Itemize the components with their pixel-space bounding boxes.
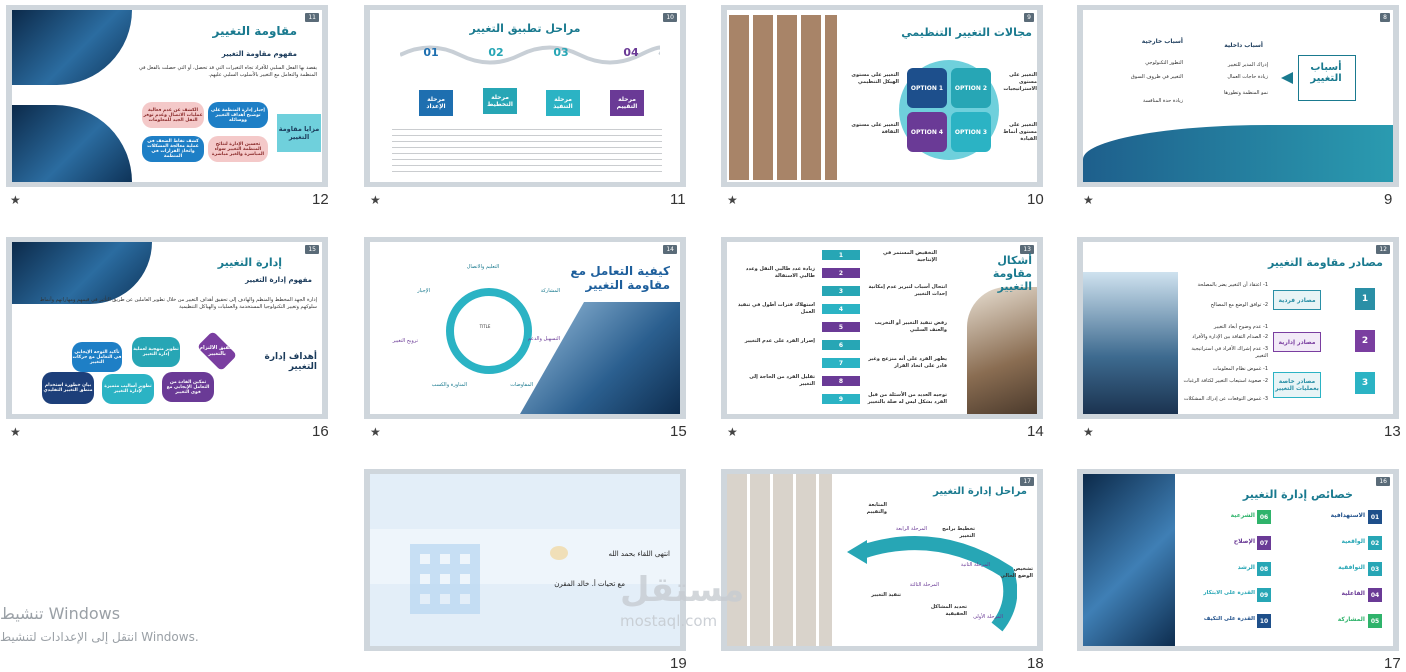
option-3-box: OPTION 3 [951, 112, 991, 152]
strategy-ring [446, 288, 532, 374]
slide-title: مصادر مقاومة التغيير [1267, 256, 1383, 269]
windows-activation-subtitle: انتقل إلى الإعدادات لتنشيط Windows. [0, 630, 199, 644]
star-icon[interactable]: ★ [370, 425, 381, 439]
office-photo [729, 15, 837, 180]
feature-number: 05 [1368, 614, 1382, 628]
closing-line: انتهى اللقاء بحمد الله [608, 550, 670, 558]
form-item: رفض تنفيذ التغيير أو التخريب والعنف السلبي [874, 320, 947, 333]
internal-item: إدراك المدير للتغيير [1227, 62, 1268, 68]
ring-label: التعليم والاتصال [466, 264, 500, 270]
windows-activation-title: تنشيط Windows [0, 604, 121, 623]
ring-label: المشاركة [540, 288, 560, 294]
slide-badge: 16 [1376, 477, 1390, 486]
form-number: 3 [822, 286, 860, 296]
slide-badge: 10 [663, 13, 677, 22]
external-item: زيادة حدة المنافسة [1142, 98, 1183, 104]
feature-label: التوافقية [1338, 564, 1365, 571]
slide-badge: 15 [305, 245, 319, 254]
handshake-photo [520, 302, 680, 414]
stage-label: المرحلة الثانية [960, 562, 990, 568]
star-icon[interactable]: ★ [370, 193, 381, 207]
ring-label: ترويج التغيير [392, 338, 418, 344]
goals-title: أهداف إدارة التغيير [264, 352, 317, 372]
internal-item: زيادة حاجات العمال [1227, 74, 1268, 80]
ring-label: الإجبار [417, 288, 430, 294]
feature-label: الشرعية [1230, 512, 1255, 519]
slide-number: 19 [670, 655, 687, 672]
slide-subtitle: مفهوم إدارة التغيير [245, 276, 312, 284]
internal-item: نمو المنظمة وتطورها [1223, 90, 1268, 96]
center-hex: مزايا مقاومة التغيير [277, 114, 321, 152]
slide-number: 14 [1027, 423, 1044, 440]
form-number: 6 [822, 340, 860, 350]
slide-title: مجالات التغيير التنظيمي [901, 26, 1032, 39]
domain-label: التغيير على مستوى الثقافة [851, 122, 899, 135]
slide-title: مراحل تطبيق التغيير [469, 22, 581, 35]
slide-title: إدارة التغيير [217, 256, 282, 269]
slide-number: 18 [1027, 655, 1044, 672]
feature-number: 06 [1257, 510, 1271, 524]
domain-label: التغيير على مستوى أنماط القيادة [1003, 122, 1037, 142]
slide-badge: 17 [1020, 477, 1034, 486]
slide-title: مقاومة التغيير [212, 24, 297, 38]
ring-label: التسهيل والدعم [527, 336, 560, 342]
slide-number: 13 [1384, 423, 1401, 440]
source-label: مصادر خاصة بعمليات التغيير [1273, 372, 1321, 398]
business-people-photo [1083, 272, 1178, 414]
feature-number: 01 [1368, 510, 1382, 524]
slide-number: 16 [312, 423, 329, 440]
slide-thumbnail-11[interactable] [364, 5, 686, 187]
source-line: 3- غموض التوقعات عن إدراك المشكلات [1183, 396, 1268, 402]
goal-label: تحقيق الالتزام بالتغيير [199, 345, 235, 357]
mostaql-logo: مستقل [620, 570, 745, 610]
bird-icon [550, 546, 568, 560]
goal-label: تطوير أساليب متميزة لإدارة التغيير [102, 374, 154, 404]
feature-number: 10 [1257, 614, 1271, 628]
form-item: استهلاك فترات أطول في تنفيذ العمل [737, 302, 815, 315]
goal-label: تأكيد التوجه الإيجابي في التعامل مع حركات التغيير [72, 342, 122, 372]
people-network-photo [12, 105, 132, 182]
feature-label: الفاعلية [1341, 590, 1365, 597]
step-details-text [392, 124, 662, 174]
slide-badge: 13 [1020, 245, 1034, 254]
source-number: 2 [1355, 330, 1375, 352]
slide-title: خصائص إدارة التغيير [1242, 488, 1353, 501]
form-number: 1 [822, 250, 860, 260]
slide-thumbnail-12[interactable] [6, 5, 328, 187]
slide-thumbnail-16[interactable] [6, 237, 328, 419]
slide-title: أسباب التغيير [1310, 62, 1342, 84]
stage-label: تحديد المشاكل الحقيقية [930, 604, 967, 617]
slide-number: 10 [1027, 191, 1044, 208]
goal-label: تطوير منهجية لعملية إدارة التغيير [132, 337, 180, 367]
domain-label: التغيير على مستوى الهيكل التنظيمي [851, 72, 899, 85]
ring-label: المفاوضات [510, 382, 533, 388]
slide-badge: 8 [1380, 13, 1390, 22]
star-icon[interactable]: ★ [727, 193, 738, 207]
goal-label: تمكين القادة من التعامل الإيجابي مع قوى التغيير [162, 372, 214, 402]
feature-label: القدرة على الابتكار [1203, 590, 1255, 596]
source-number: 1 [1355, 288, 1375, 310]
step-number: 01 [423, 46, 439, 59]
feature-number: 04 [1368, 588, 1382, 602]
feature-label: الرشد [1237, 564, 1255, 571]
fists-photo [967, 287, 1037, 414]
feature-number: 09 [1257, 588, 1271, 602]
slide-number: 15 [670, 423, 687, 440]
external-heading: أسباب خارجية [1141, 38, 1183, 45]
stage-label: المرحلة الأولى [973, 614, 1003, 620]
decorative-wave [1083, 125, 1393, 182]
slide-number: 11 [670, 191, 686, 208]
mostaql-url: mostaql.com [620, 612, 718, 630]
step-number: 04 [623, 46, 639, 59]
source-number: 3 [1355, 372, 1375, 394]
form-number: 4 [822, 304, 860, 314]
source-line: 1- اعتقاد أن التغيير يضر بالمصلحة [1197, 282, 1268, 288]
slide-thumbnail-13[interactable] [1077, 237, 1399, 419]
option-2-box: OPTION 2 [951, 68, 991, 108]
feature-number: 03 [1368, 562, 1382, 576]
arrow-left-icon [1281, 72, 1293, 84]
slide-badge: 12 [1376, 245, 1390, 254]
internal-heading: أسباب داخلية [1224, 42, 1263, 49]
hand-network-photo [1083, 474, 1175, 646]
stage-label: المرحلة الرابعة [895, 526, 927, 532]
feature-label: القدرة على التكيف [1203, 616, 1255, 622]
ring-label: المناورة والكسب [431, 382, 467, 388]
feature-label: الواقعية [1341, 538, 1365, 545]
form-number: 5 [822, 322, 860, 332]
step-box: مرحلة التنفيذ [546, 90, 580, 116]
slide-thumbnail-14[interactable] [721, 237, 1043, 419]
external-item: التغيير في ظروف السوق [1130, 74, 1183, 80]
form-item: تقليل الفرد من الحاجة إلى التغيير [749, 374, 815, 387]
form-number: 9 [822, 394, 860, 404]
external-item: التطور التكنولوجي [1145, 60, 1183, 66]
form-item: زيادة عدد طالبي النقل وعدد طالبي الاستقالة [745, 266, 815, 279]
form-item: التخفيض المستمر في الإنتاجية [882, 250, 937, 263]
slide-number: 9 [1384, 191, 1393, 208]
star-icon[interactable]: ★ [10, 425, 21, 439]
form-item: يظهر الفرد على أنه منزعج وغير قادر على اتخاذ القرار [868, 356, 947, 369]
closing-signature: مع تحيات أ. خالد المقرن [554, 580, 625, 588]
stage-label: تنفيذ التغيير [871, 592, 901, 598]
slide-badge: 11 [305, 13, 319, 22]
form-number: 2 [822, 268, 860, 278]
slide-title: مراحل إدارة التغيير [933, 486, 1027, 497]
option-1-box: OPTION 1 [907, 68, 947, 108]
slide-thumbnail-9[interactable] [1077, 5, 1399, 187]
advantage-hex: الكشف عن عدم فعالية عمليات الاتصال وعدم توفر النقل الجيد للمعلومات [142, 102, 204, 128]
source-line: 2- الصدام الثقافة بين الإدارة والأفراد [1192, 334, 1268, 340]
source-label: مصادر إدارية [1273, 332, 1321, 352]
option-4-box: OPTION 4 [907, 112, 947, 152]
man-laptop-photo [727, 474, 832, 646]
stage-label: تشخيص الوضع الحالي [1000, 566, 1033, 579]
step-box: مرحلة التخطيط [483, 88, 517, 114]
ring-center: TITLE [479, 324, 491, 329]
star-icon[interactable]: ★ [727, 425, 738, 439]
slide-number: 12 [312, 191, 329, 208]
slide-thumbnail-18[interactable] [721, 469, 1043, 651]
slide-thumbnail-10[interactable] [721, 5, 1043, 187]
step-number: 03 [553, 46, 569, 59]
source-line: 1- غموض نظام المعلومات [1212, 366, 1268, 372]
source-line: 1- عدم وضوح أبعاد التغيير [1213, 324, 1268, 330]
form-item: إصرار الفرد على عدم التغيير [744, 338, 815, 344]
goal-label: بيان خطورة استخدام منطق التغيير التقليدي [42, 372, 94, 404]
star-icon[interactable]: ★ [10, 193, 21, 207]
source-line: 2- صعوبة استيعاب التغيير لكثافة الرغبات [1183, 378, 1268, 384]
feature-label: المشاركة [1337, 616, 1365, 623]
slide-body: يقصد بها الفعل السلبي للأفراد تجاه التغيرات التي قد تحصل، أو التي حصلت بالفعل في المنظمة والتعامل مع التغيير بالأسلوب السلبي عليهم. [139, 65, 317, 78]
slide-thumbnail-15[interactable] [364, 237, 686, 419]
slide-body: إدارة الجهد المخطط والمنظم والهادف إلى تحقيق أهداف التغيير من خلال تطوير العاملين عن طريق التأثير في قيمهم ومهاراتهم وأنماط سلوكهم وتغيير التكنولوجيا المستخدمة والعمليات والهياكل التنظيمية [39, 297, 317, 310]
feature-number: 08 [1257, 562, 1271, 576]
slide-badge: 9 [1024, 13, 1034, 22]
form-item: توجيه العديد من الأسئلة من قبل الفرد بشكل ليس له صلة بالتغيير [867, 392, 947, 405]
advantage-hex: إجبار إدارة المنظمة على توضيح أهداف التغيير ووسائله [208, 102, 268, 128]
slide-thumbnail-17[interactable] [1077, 469, 1399, 651]
step-box: مرحلة الإعداد [419, 90, 453, 116]
form-number: 7 [822, 358, 860, 368]
feature-label: الاستهدافية [1330, 512, 1365, 519]
people-network-photo [12, 242, 152, 304]
slide-number: 17 [1384, 655, 1401, 672]
slide-title: أشكال مقاومة التغيير [992, 254, 1032, 293]
advantage-hex: كشف نقاط الضعف في عملية معالجة المشكلات واتخاذ القرارات في المنظمة [142, 136, 204, 162]
source-line: 2- توافق الوضع مع المصالح [1210, 302, 1268, 308]
star-icon[interactable]: ★ [1083, 193, 1094, 207]
form-item: انتحال أسباب لتبرير عدم إمكانية إحداث التغيير [868, 284, 947, 297]
slide-title: كيفية التعامل مع مقاومة التغيير [570, 264, 670, 292]
source-line: 3- عدم إشراك الأفراد في استراتيجية التغيير [1191, 346, 1268, 359]
step-number: 02 [488, 46, 504, 59]
advantage-hex: تحسين الإدارة لنتائج المنظمة التغيير سواء المباشرة والغير مباشرة [208, 136, 268, 162]
stage-label: تخطيط برامج التغيير [942, 526, 975, 539]
people-network-photo [12, 10, 132, 85]
stage-label: المرحلة الثالثة [909, 582, 939, 588]
slide-subtitle: مفهوم مقاومة التغيير [221, 50, 297, 58]
step-box: مرحلة التقييم [610, 90, 644, 116]
slide-badge: 14 [663, 245, 677, 254]
source-label: مصادر فردية [1273, 290, 1321, 310]
form-number: 8 [822, 376, 860, 386]
star-icon[interactable]: ★ [1083, 425, 1094, 439]
domain-label: التغيير على مستوى الاستراتيجيات [1003, 72, 1037, 92]
pixel-pattern [410, 544, 480, 614]
feature-label: الإصلاح [1233, 538, 1255, 545]
stage-label: المتابعة والتقييم [866, 502, 887, 515]
feature-number: 02 [1368, 536, 1382, 550]
feature-number: 07 [1257, 536, 1271, 550]
